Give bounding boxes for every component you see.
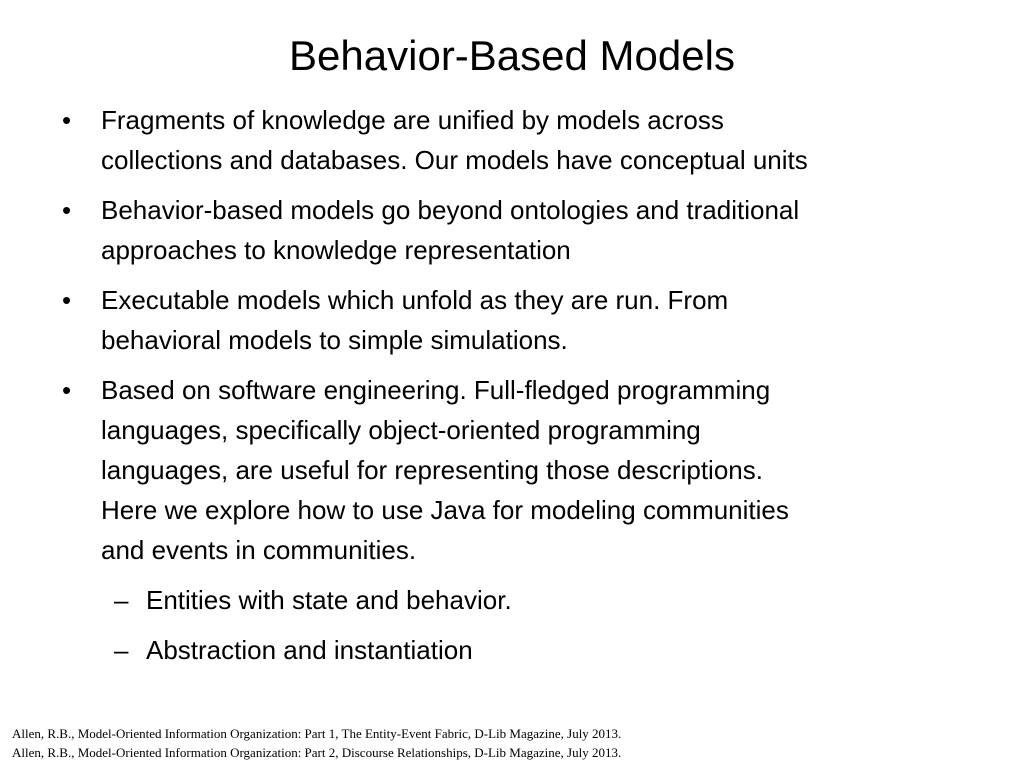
bullet-marker: • (62, 375, 72, 405)
slide-title: Behavior-Based Models (289, 32, 735, 79)
bullet-marker: • (62, 105, 72, 135)
bullet-item (0, 190, 1024, 270)
bullet-item (0, 370, 1024, 570)
bullet-text-line: languages, are useful for representing those descriptions. (101, 455, 763, 485)
bullet-text-line: Here we explore how to use Java for modeling communities (101, 495, 789, 525)
bullet-item (0, 280, 1024, 360)
bullet-list (0, 100, 1024, 680)
sub-bullet-marker: – (114, 635, 129, 665)
bullet-text-line: Executable models which unfold as they are run. From (101, 285, 729, 315)
bullet-text-line: collections and databases. Our models have conceptual units (101, 145, 808, 175)
bullet-text-line: Fragments of knowledge are unified by models across (101, 105, 724, 135)
bullet-text-line: languages, specifically object-oriented programming (101, 415, 701, 445)
bullet-text-line: approaches to knowledge representation (101, 235, 571, 265)
bullet-text-line: and events in communities. (101, 535, 417, 565)
sub-bullet-item (0, 630, 1024, 680)
bullet-marker: • (62, 285, 72, 315)
bullet-marker: • (62, 195, 72, 225)
bullet-item (0, 100, 1024, 180)
reference-line: Allen, R.B., Model-Oriented Information Organization: Part 2, Discourse Relationships, D-Lib Magazine, July 2013. (12, 745, 622, 760)
reference-line: Allen, R.B., Model-Oriented Information Organization: Part 1, The Entity-Event Fabric, D-Lib Magazine, July 2013. (12, 726, 622, 741)
references (12, 724, 621, 762)
bullet-text-line: Based on software engineering. Full-fledged programming (101, 375, 771, 405)
sub-bullet-text: Abstraction and instantiation (146, 635, 473, 665)
sub-bullet-text: Entities with state and behavior. (146, 585, 512, 615)
bullet-text-line: Behavior-based models go beyond ontologies and traditional (101, 195, 800, 225)
bullet-text-line: behavioral models to simple simulations. (101, 325, 568, 355)
sub-bullet-item (0, 580, 1024, 630)
sub-bullet-marker: – (114, 585, 129, 615)
